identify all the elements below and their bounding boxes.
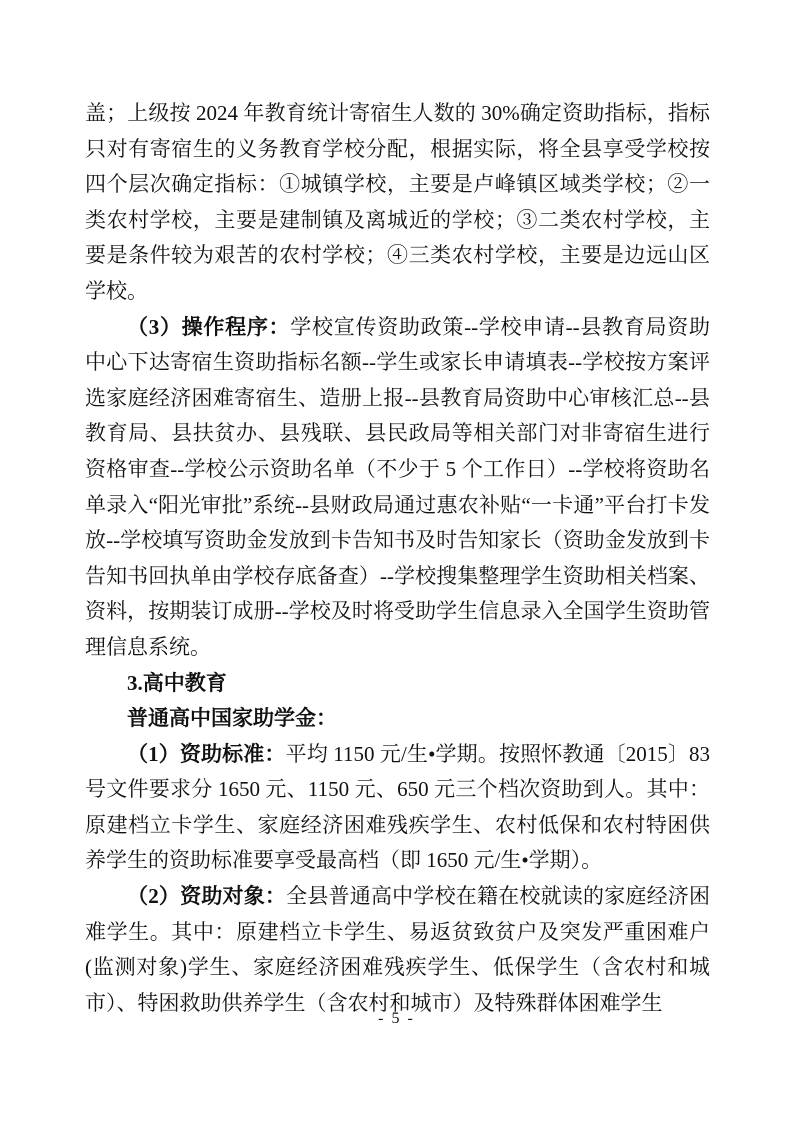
paragraph-continuation bbox=[85, 96, 710, 310]
heading-national-scholarship bbox=[85, 701, 710, 737]
paragraph-text: 学校宣传资助政策--学校申请--县教育局资助中心下达寄宿生资助指标名额--学生或家长申请填表--学校按方案评选家庭经济困难寄宿生、造册上报--县教育局资助中心审核汇总--县教育局、县扶贫办、县残联、县民政局等相关部门对非寄宿生进行资格审查--学校公示资助名单（不少于 5 个工作日）--学校将资助名单录入“阳光审批”系统--县财政局通过惠农补贴“一卡通”平台打卡发放--学校填写资助金发放到卡告知书及时告知家长（资助金发放到卡告知书回执单由学校存底备查）--学校搜集整理学生资助相关档案、资料，按期装订成册--学校及时将受助学生信息录入全国学生资助管理信息系统。 bbox=[85, 314, 711, 659]
paragraph-funding-target bbox=[85, 879, 710, 1021]
heading-high-school-education bbox=[85, 666, 710, 702]
paragraph-lead-label: （2）资助对象： bbox=[127, 884, 287, 909]
paragraph-text: 全县普通高中学校在籍在校就读的家庭经济困难学生。其中：原建档立卡学生、易返贫致贫户及突发严重困难户(监测对象)学生、家庭经济困难残疾学生、低保学生（含农村和城市）、特困救助供养学生（含农村和城市）及特殊群体困难学生 bbox=[85, 884, 711, 1015]
paragraph-lead-label: （1）资助标准： bbox=[127, 741, 286, 766]
paragraph-text: 盖；上级按 2024 年教育统计寄宿生人数的 30%确定资助指标，指标只对有寄宿生的义务教育学校分配，根据实际，将全县享受学校按四个层次确定指标：①城镇学校，主要是卢峰镇区域类学校；②一类农村学校，主要是建制镇及离城近的学校；③二类农村学校，主要是条件较为艰苦的农村学校；④三类农村学校，主要是边远山区学校。 bbox=[85, 101, 710, 303]
paragraph-funding-standard bbox=[85, 737, 710, 879]
paragraph-text: 平均 1150 元/生•学期。按照怀教通〔2015〕83 号文件要求分 1650 元、1150 元、650 元三个档次资助到人。其中：原建档立卡学生、家庭经济困难残疾学生、农村低保和农村特困供养学生的资助标准要享受最高档（即 1650 元/生•学期）。 bbox=[85, 741, 711, 873]
heading-text: 3.高中教育 bbox=[127, 670, 227, 695]
paragraph-operation-procedure bbox=[85, 310, 710, 666]
heading-text: 普通高中国家助学金： bbox=[127, 706, 337, 731]
document-body bbox=[85, 96, 710, 1021]
page-number: - 5 - bbox=[378, 1010, 415, 1027]
paragraph-lead-label: （3）操作程序： bbox=[127, 314, 291, 339]
